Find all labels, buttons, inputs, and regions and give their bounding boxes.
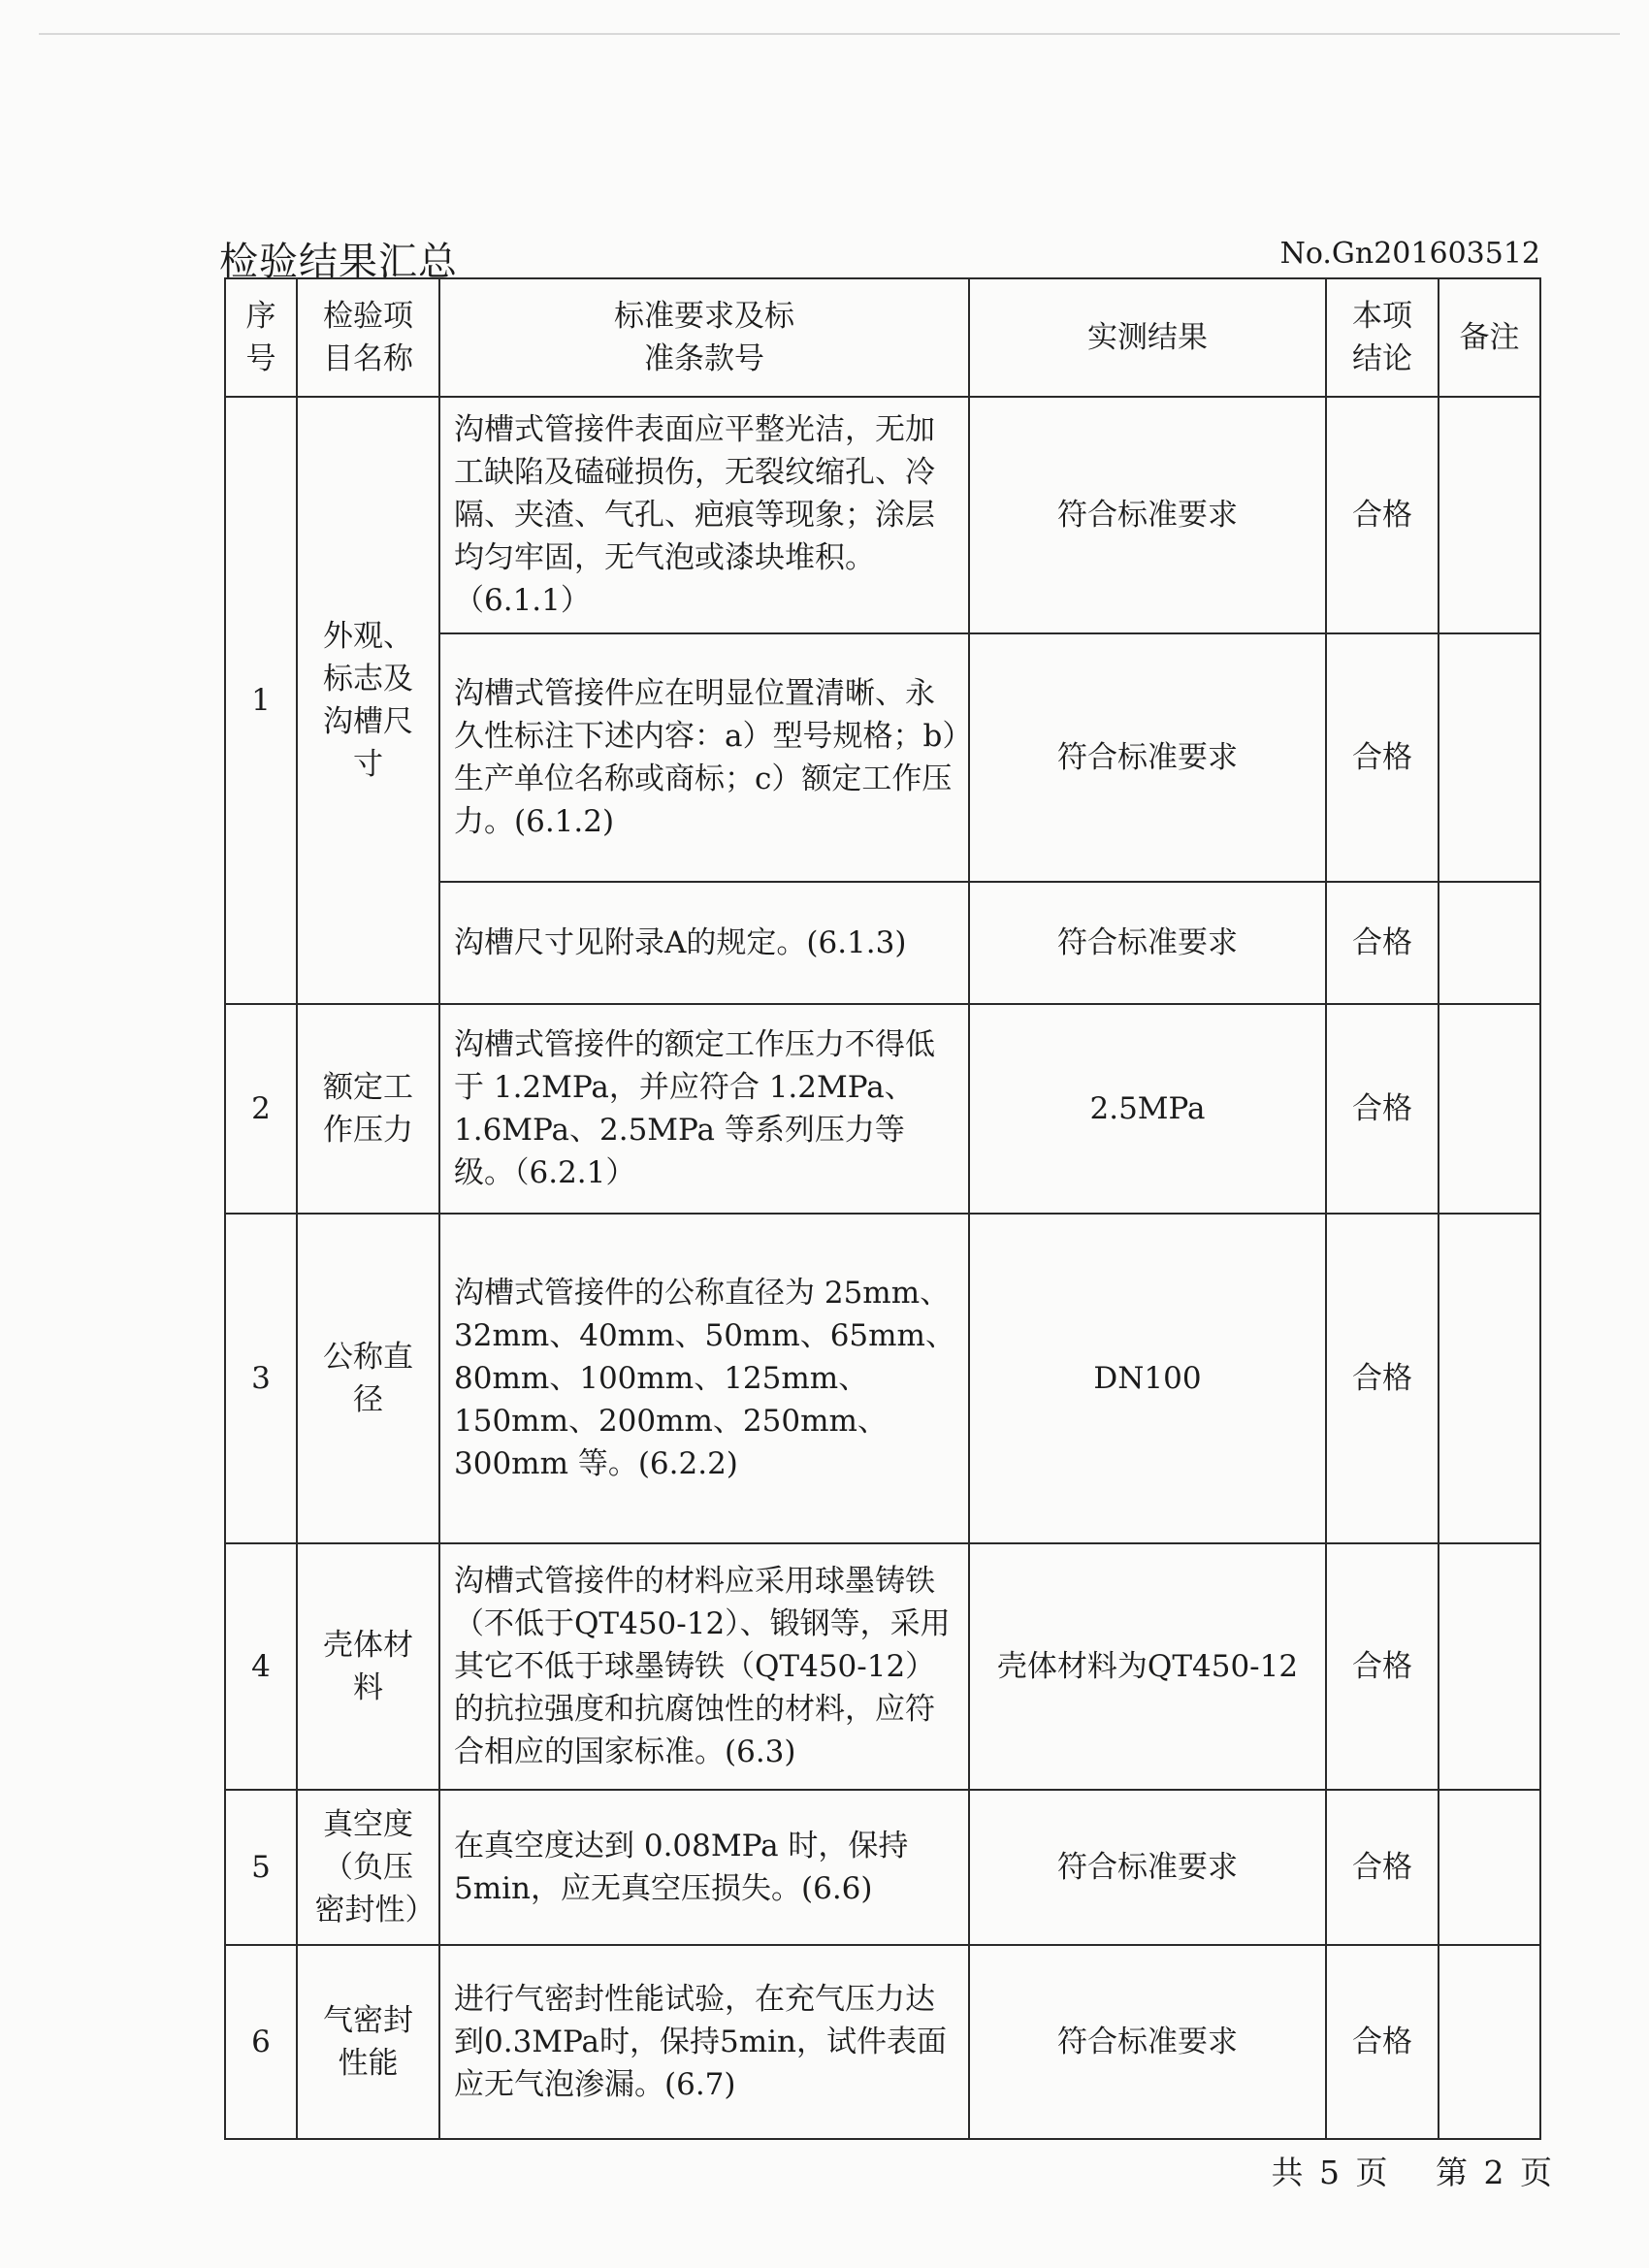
table-header-row bbox=[225, 278, 1540, 397]
table-row bbox=[225, 1214, 1540, 1543]
row-remark bbox=[1439, 1214, 1540, 1543]
row-result: 符合标准要求 bbox=[969, 633, 1326, 882]
row-requirement: 沟槽尺寸见附录A的规定。(6.1.3) bbox=[439, 882, 969, 1004]
row-item: 公称直径 bbox=[297, 1214, 439, 1543]
header-result: 实测结果 bbox=[969, 278, 1326, 397]
header-requirement: 标准要求及标准条款号 bbox=[439, 278, 969, 397]
table-row bbox=[225, 1945, 1540, 2139]
row-verdict: 合格 bbox=[1326, 633, 1439, 882]
row-result: 2.5MPa bbox=[969, 1004, 1326, 1214]
row-requirement: 沟槽式管接件表面应平整光洁，无加工缺陷及磕碰损伤，无裂纹缩孔、冷隔、夹渣、气孔、疤痕等现象；涂层均匀牢固，无气泡或漆块堆积。（6.1.1） bbox=[439, 397, 969, 633]
row-result: 符合标准要求 bbox=[969, 1790, 1326, 1945]
row-remark bbox=[1439, 1004, 1540, 1214]
current-page: 第 2 页 bbox=[1436, 2154, 1552, 2191]
row-requirement: 沟槽式管接件的材料应采用球墨铸铁（不低于QT450-12）、锻钢等，采用其它不低于球墨铸铁（QT450-12）的抗拉强度和抗腐蚀性的材料，应符合相应的国家标准。(6.3) bbox=[439, 1543, 969, 1790]
scan-edge-line bbox=[39, 33, 1620, 35]
report-number: No.Gn201603512 bbox=[1279, 237, 1540, 271]
header-item: 检验项目名称 bbox=[297, 278, 439, 397]
row-item: 额定工作压力 bbox=[297, 1004, 439, 1214]
row-no: 1 bbox=[225, 397, 297, 1004]
inspection-results-table bbox=[224, 277, 1541, 2140]
row-remark bbox=[1439, 633, 1540, 882]
row-no: 5 bbox=[225, 1790, 297, 1945]
page-footer bbox=[1272, 2148, 1552, 2193]
row-verdict: 合格 bbox=[1326, 1945, 1439, 2139]
row-requirement: 沟槽式管接件的额定工作压力不得低于 1.2MPa，并应符合 1.2MPa、1.6MPa、2.5MPa 等系列压力等级。（6.2.1） bbox=[439, 1004, 969, 1214]
row-verdict: 合格 bbox=[1326, 397, 1439, 633]
header-remark: 备注 bbox=[1439, 278, 1540, 397]
row-item: 真空度（负压密封性） bbox=[297, 1790, 439, 1945]
row-requirement: 沟槽式管接件的公称直径为 25mm、32mm、40mm、50mm、65mm、80mm、100mm、125mm、150mm、200mm、250mm、300mm 等。(6.2.2) bbox=[439, 1214, 969, 1543]
header-verdict: 本项结论 bbox=[1326, 278, 1439, 397]
row-result: 符合标准要求 bbox=[969, 1945, 1326, 2139]
row-verdict: 合格 bbox=[1326, 1790, 1439, 1945]
row-verdict: 合格 bbox=[1326, 1214, 1439, 1543]
header-no: 序号 bbox=[225, 278, 297, 397]
row-verdict: 合格 bbox=[1326, 1543, 1439, 1790]
row-result: 符合标准要求 bbox=[969, 882, 1326, 1004]
row-requirement: 进行气密封性能试验，在充气压力达到0.3MPa时，保持5min，试件表面应无气泡渗漏。(6.7) bbox=[439, 1945, 969, 2139]
row-remark bbox=[1439, 397, 1540, 633]
table-row bbox=[225, 397, 1540, 633]
table-row bbox=[225, 1004, 1540, 1214]
table-row bbox=[225, 1790, 1540, 1945]
row-remark bbox=[1439, 882, 1540, 1004]
row-item: 壳体材料 bbox=[297, 1543, 439, 1790]
row-no: 6 bbox=[225, 1945, 297, 2139]
page-title: 检验结果汇总 bbox=[219, 240, 458, 284]
row-result: 壳体材料为QT450-12 bbox=[969, 1543, 1326, 1790]
row-requirement: 在真空度达到 0.08MPa 时，保持5min，应无真空压损失。(6.6) bbox=[439, 1790, 969, 1945]
row-result: DN100 bbox=[969, 1214, 1326, 1543]
table-row bbox=[225, 1543, 1540, 1790]
row-remark bbox=[1439, 1790, 1540, 1945]
row-verdict: 合格 bbox=[1326, 882, 1439, 1004]
row-item: 气密封性能 bbox=[297, 1945, 439, 2139]
total-pages: 共 5 页 bbox=[1271, 2154, 1388, 2191]
row-requirement: 沟槽式管接件应在明显位置清晰、永久性标注下述内容：a）型号规格；b）生产单位名称或商标；c）额定工作压力。(6.1.2) bbox=[439, 633, 969, 882]
row-remark bbox=[1439, 1543, 1540, 1790]
row-result: 符合标准要求 bbox=[969, 397, 1326, 633]
row-remark bbox=[1439, 1945, 1540, 2139]
row-no: 2 bbox=[225, 1004, 297, 1214]
row-verdict: 合格 bbox=[1326, 1004, 1439, 1214]
row-item: 外观、标志及沟槽尺寸 bbox=[297, 397, 439, 1004]
row-no: 3 bbox=[225, 1214, 297, 1543]
row-no: 4 bbox=[225, 1543, 297, 1790]
